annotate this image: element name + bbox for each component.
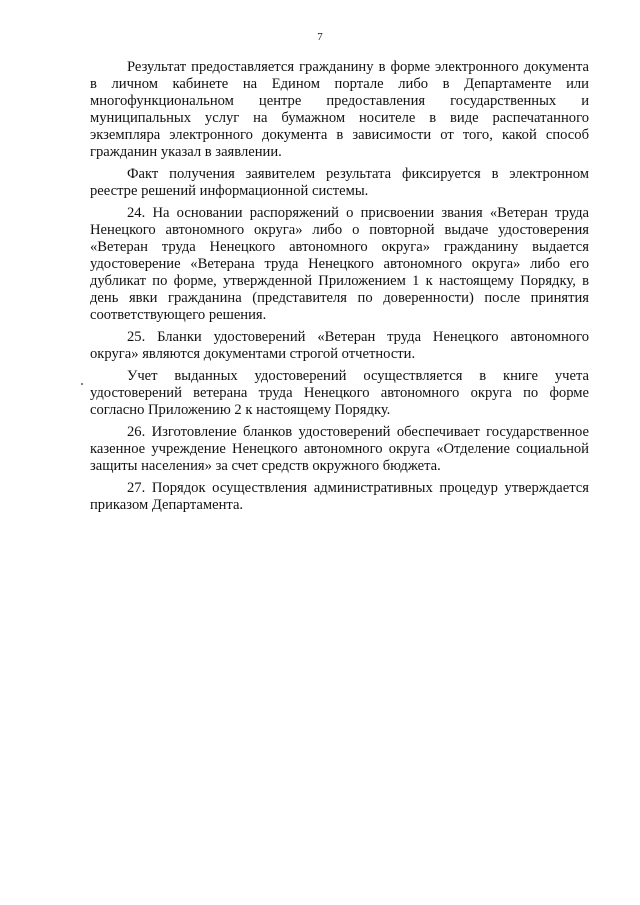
paragraph-item-26: 26. Изготовление бланков удостоверений обеспечивает государственное казенное учреждение Ненецкого автономного округа «Отделение социальной защиты населения» за счет средств окружного бюджета. xyxy=(90,424,589,474)
paragraph-receipt-record: Факт получения заявителем результата фиксируется в электронном реестре решений информационной системы. xyxy=(90,166,589,199)
document-body xyxy=(90,59,589,514)
paragraph-result-delivery: Результат предоставляется гражданину в форме электронного документа в личном кабинете на Едином портале либо в Департаменте или многофункциональном центре предоставления государственных и муниципальных услуг на бумажном носителе в виде распечатанного экземпляра электронного документа в зависимости от того, какой способ гражданин указал в заявлении. xyxy=(90,59,589,160)
paragraph-item-25: 25. Бланки удостоверений «Ветеран труда Ненецкого автономного округа» являются документами строгой отчетности. xyxy=(90,329,589,362)
paragraph-accounting: Учет выданных удостоверений осуществляется в книге учета удостоверений ветерана труда Ненецкого автономного округа по форме согласно Приложению 2 к настоящему Порядку. xyxy=(90,368,589,418)
paragraph-item-27: 27. Порядок осуществления административных процедур утверждается приказом Департамента. xyxy=(90,480,589,513)
paragraph-item-24: 24. На основании распоряжений о присвоении звания «Ветеран труда Ненецкого автономного округа» либо о повторной выдаче удостоверения «Ветеран труда Ненецкого автономного округа» гражданину выдается удостоверение «Ветерана труда Ненецкого автономного округа» либо его дубликат по форме, утвержденной Приложением 1 к настоящему Порядку, в день явки гражданина (представителя по доверенности) после принятия соответствующего решения. xyxy=(90,205,589,323)
page-number: 7 xyxy=(317,31,323,43)
margin-mark xyxy=(81,383,83,385)
